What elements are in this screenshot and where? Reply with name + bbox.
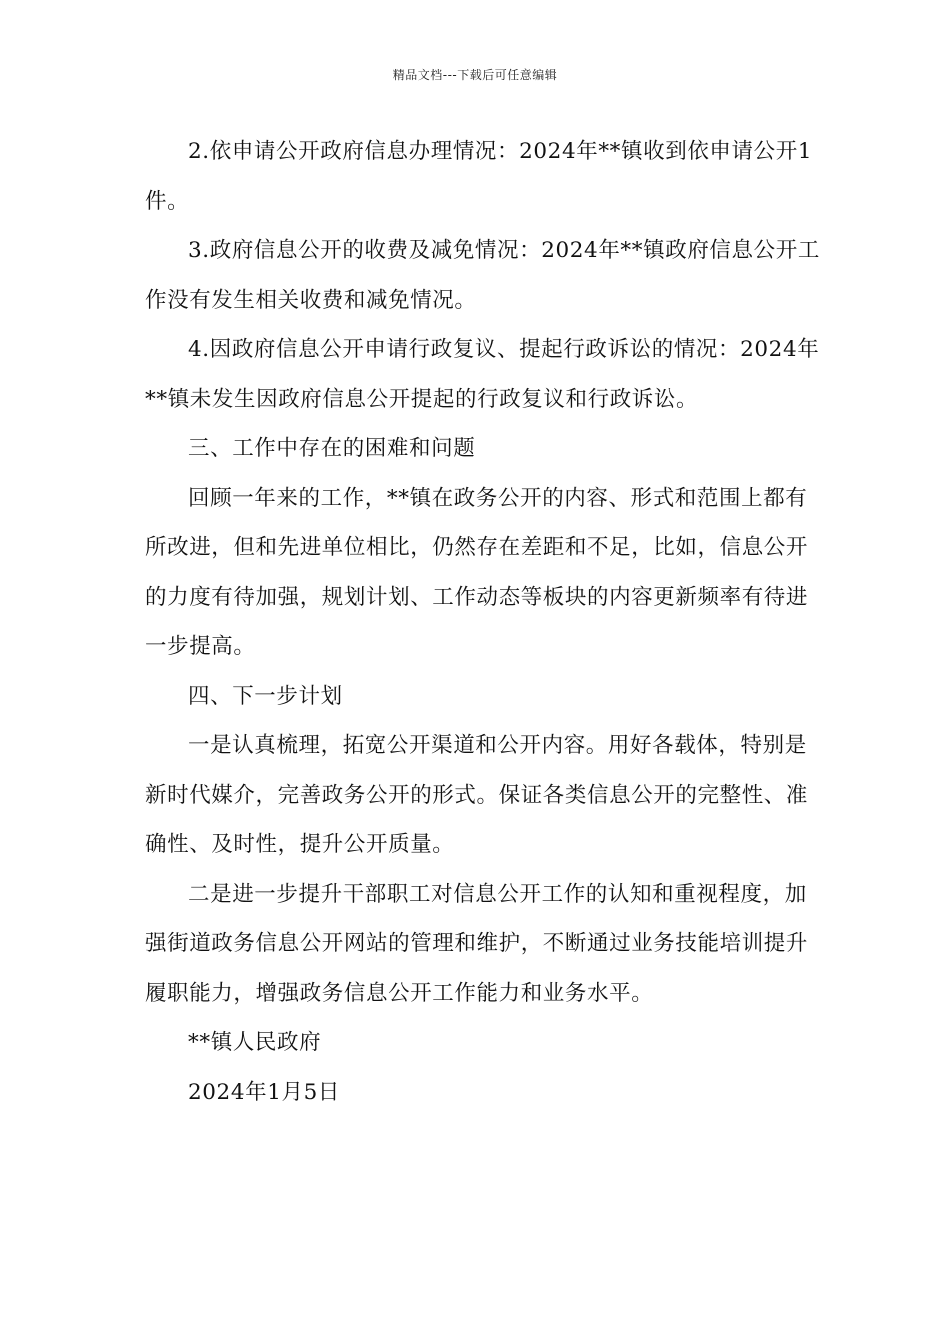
paragraph-plan-two: 二是进一步提升干部职工对信息公开工作的认知和重视程度，加强街道政务信息公开网站的管理和维护，不断通过业务技能培训提升履职能力，增强政务信息公开工作能力和业务水平。	[145, 881, 809, 1006]
section-heading-next-plan: 四、下一步计划	[188, 683, 343, 709]
paragraph-fees-waivers: 3.政府信息公开的收费及减免情况：2024年**镇政府信息公开工作没有发生相关收费和减免情况。	[145, 238, 820, 313]
paragraph-plan-one: 一是认真梳理，拓宽公开渠道和公开内容。用好各载体，特别是新时代媒介，完善政务公开的形式。保证各类信息公开的完整性、准确性、及时性，提升公开质量。	[145, 733, 809, 857]
paragraph-review-year: 回顾一年来的工作，**镇在政务公开的内容、形式和范围上都有所改进，但和先进单位相比，仍然存在差距和不足，比如，信息公开的力度有待加强，规划计划、工作动态等板块的内容更新频率有待进一步提高。	[145, 485, 809, 659]
paragraph-review-litigation: 4.因政府信息公开申请行政复议、提起行政诉讼的情况：2024年**镇未发生因政府信息公开提起的行政复议和行政诉讼。	[145, 337, 820, 412]
paragraph-application-handling: 2.依申请公开政府信息办理情况：2024年**镇收到依申请公开1件。	[145, 139, 813, 214]
document-body	[145, 127, 825, 1117]
section-heading-difficulties: 三、工作中存在的困难和问题	[188, 436, 476, 461]
signature-date: 2024年1月5日	[188, 1079, 340, 1105]
page-header: 精品文档---下载后可任意编辑	[392, 68, 558, 82]
signature-organization: **镇人民政府	[188, 1030, 322, 1055]
